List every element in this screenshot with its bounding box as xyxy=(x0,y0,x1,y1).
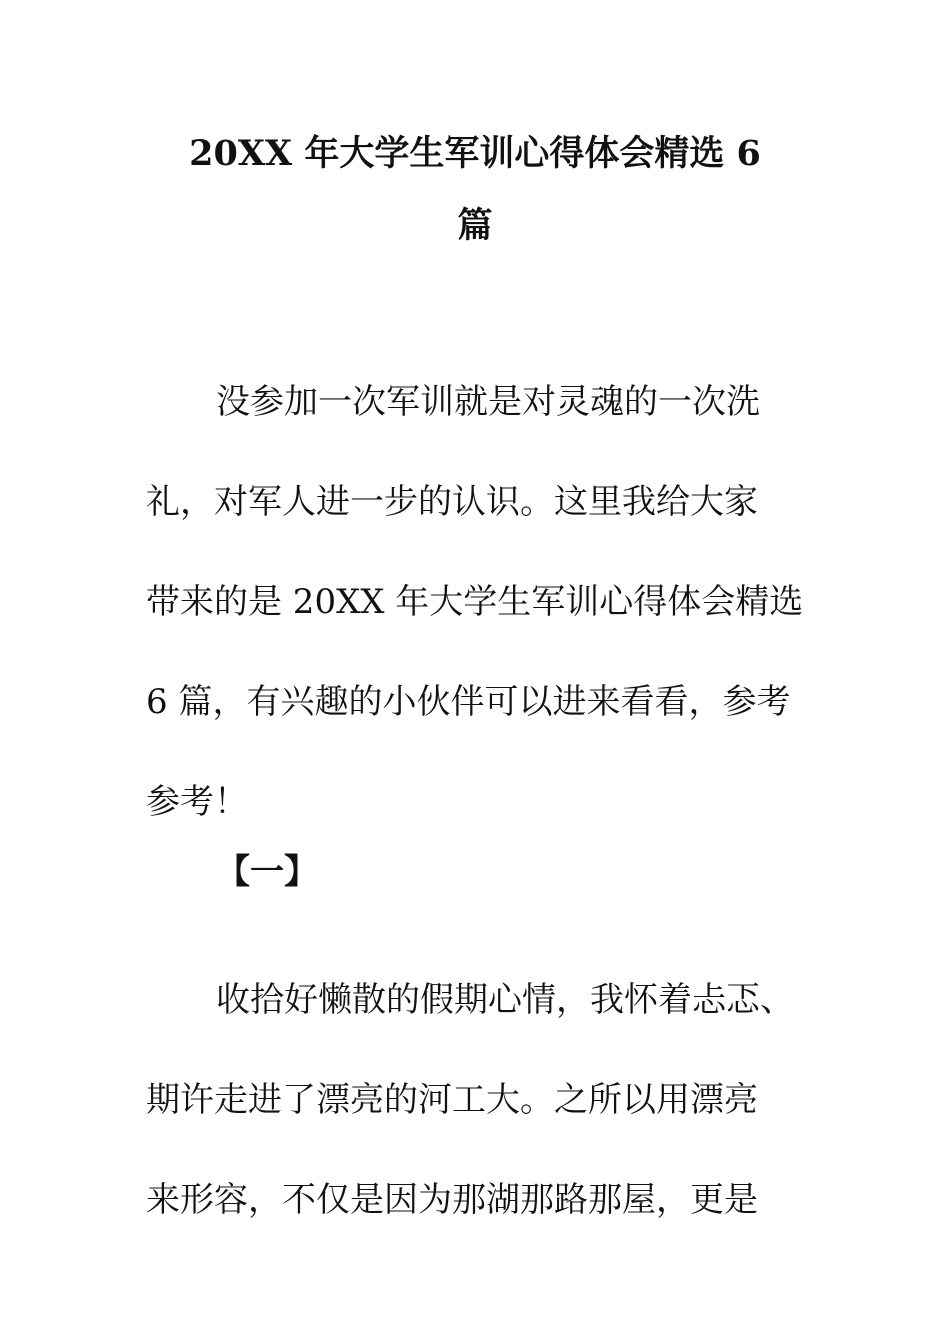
document-title xyxy=(146,118,804,262)
intro-line-4: 6 篇，有兴趣的小伙伴可以进来看看，参考 xyxy=(146,682,791,722)
intro-line-5: 参考！ xyxy=(146,782,248,822)
intro-line-3: 带来的是 20XX 年大学生军训心得体会精选 xyxy=(146,582,804,622)
title-line-1: 20XX 年大学生军训心得体会精选 6 xyxy=(189,133,761,174)
intro-line-2: 礼，对军人进一步的认识。这里我给大家 xyxy=(146,482,758,522)
intro-line-1: 没参加一次军训就是对灵魂的一次洗 xyxy=(216,382,760,422)
section-line-3: 来形容，不仅是因为那湖那路那屋，更是 xyxy=(146,1180,758,1220)
intro-paragraph xyxy=(146,352,811,852)
section-line-2: 期许走进了漂亮的河工大。之所以用漂亮 xyxy=(146,1080,758,1120)
section-line-1: 收拾好懒散的假期心情，我怀着忐忑、 xyxy=(216,980,794,1020)
section-heading: 【一】 xyxy=(216,852,318,892)
section-paragraph xyxy=(146,950,811,1250)
title-line-2: 篇 xyxy=(457,205,493,246)
